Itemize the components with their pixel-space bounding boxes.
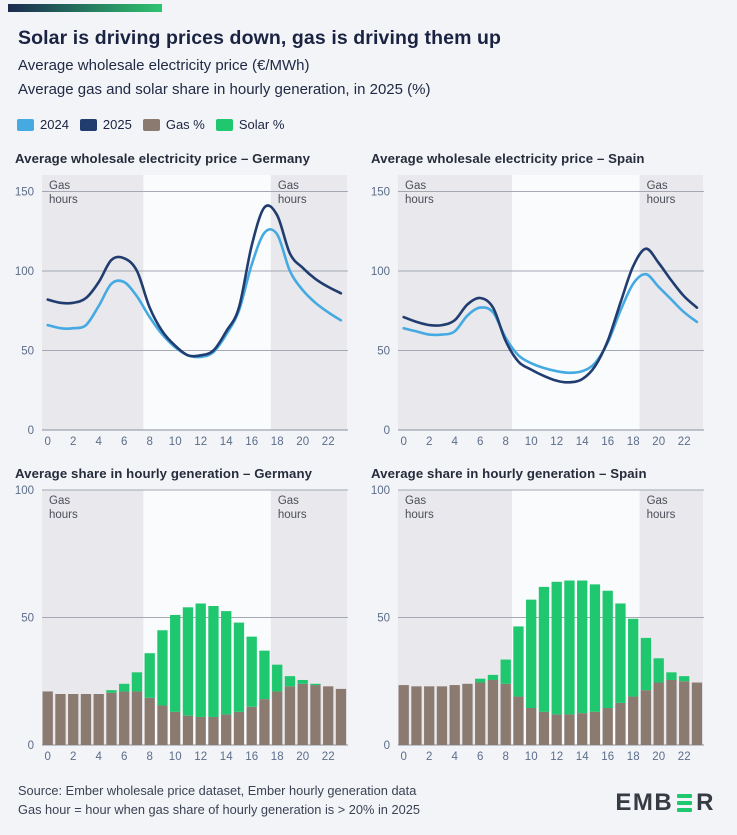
- ember-logo-text-left: EMB: [615, 789, 674, 816]
- legend-swatch: [143, 119, 160, 131]
- legend-swatch: [17, 119, 34, 131]
- svg-text:6: 6: [120, 751, 128, 763]
- chart-title: Average wholesale electricity price – Spain: [371, 151, 645, 166]
- svg-text:20: 20: [296, 436, 310, 448]
- svg-text:hours: hours: [49, 194, 78, 206]
- svg-text:100: 100: [371, 266, 390, 278]
- svg-text:50: 50: [377, 345, 390, 358]
- footer-gas-hour-note: Gas hour = hour when gas share of hourly generation is > 20% in 2025: [18, 802, 420, 817]
- svg-text:50: 50: [377, 612, 390, 625]
- svg-text:2: 2: [425, 436, 433, 448]
- svg-text:0: 0: [44, 436, 51, 448]
- svg-text:Gas: Gas: [277, 495, 299, 507]
- subtitle-price: Average wholesale electricity price (€/MWh): [18, 57, 310, 74]
- svg-text:2: 2: [69, 751, 77, 763]
- svg-text:hours: hours: [277, 509, 307, 521]
- svg-text:Gas: Gas: [49, 180, 71, 192]
- price-chart-spain: [371, 151, 716, 453]
- ember-logo: [615, 789, 715, 817]
- svg-text:16: 16: [245, 751, 259, 763]
- svg-text:Gas: Gas: [277, 180, 299, 192]
- chart-canvas: [371, 169, 716, 453]
- svg-text:150: 150: [371, 186, 390, 199]
- chart-title: Average share in hourly generation – Germany: [15, 466, 313, 481]
- svg-text:12: 12: [194, 751, 208, 763]
- footer-source-line: Source: Ember wholesale price dataset, Ember hourly generation data: [18, 783, 417, 798]
- svg-text:16: 16: [601, 436, 615, 448]
- legend-item: [80, 117, 132, 132]
- svg-text:20: 20: [652, 751, 666, 763]
- svg-text:hours: hours: [405, 509, 434, 521]
- svg-text:hours: hours: [646, 509, 676, 521]
- svg-text:4: 4: [95, 436, 102, 448]
- svg-text:12: 12: [550, 436, 564, 448]
- price-chart-germany: [15, 151, 360, 453]
- svg-text:0: 0: [383, 425, 390, 437]
- svg-text:0: 0: [27, 425, 34, 437]
- legend-label: 2024: [40, 117, 69, 132]
- share-chart-germany: [15, 466, 360, 768]
- svg-text:Gas: Gas: [646, 495, 668, 507]
- svg-text:0: 0: [400, 436, 407, 448]
- legend-label: 2025: [102, 117, 132, 132]
- svg-text:16: 16: [245, 436, 259, 448]
- svg-text:50: 50: [21, 345, 34, 358]
- svg-text:8: 8: [146, 751, 153, 763]
- svg-text:22: 22: [321, 751, 335, 763]
- svg-text:14: 14: [575, 436, 589, 448]
- svg-text:22: 22: [677, 436, 691, 448]
- svg-text:0: 0: [400, 751, 407, 763]
- legend-item: [17, 117, 69, 132]
- svg-text:12: 12: [550, 751, 564, 763]
- svg-text:2: 2: [425, 751, 433, 763]
- legend-label: Gas %: [165, 117, 205, 132]
- svg-text:0: 0: [383, 740, 390, 752]
- chart-canvas: [15, 169, 360, 453]
- svg-text:0: 0: [44, 751, 51, 763]
- svg-text:hours: hours: [49, 509, 78, 521]
- chart-title: Average share in hourly generation – Spain: [371, 466, 647, 481]
- svg-text:150: 150: [15, 186, 34, 199]
- svg-text:hours: hours: [646, 194, 676, 206]
- ember-logo-text-right: R: [696, 789, 715, 816]
- share-chart-spain: [371, 466, 716, 768]
- svg-text:8: 8: [146, 436, 153, 448]
- svg-text:Gas: Gas: [405, 495, 427, 507]
- svg-text:4: 4: [451, 751, 458, 763]
- svg-text:8: 8: [502, 436, 509, 448]
- subtitle-share: Average gas and solar share in hourly generation, in 2025 (%): [18, 81, 431, 98]
- svg-text:hours: hours: [277, 194, 307, 206]
- page-title: Solar is driving prices down, gas is driving them up: [18, 27, 502, 49]
- svg-text:Gas: Gas: [646, 180, 668, 192]
- legend-label: Solar %: [238, 117, 285, 132]
- svg-text:6: 6: [120, 436, 128, 448]
- svg-text:100: 100: [15, 485, 34, 497]
- chart-canvas: [15, 484, 360, 768]
- svg-text:18: 18: [270, 751, 284, 763]
- svg-text:100: 100: [371, 485, 390, 497]
- legend-item: [143, 117, 205, 132]
- legend-item: [216, 117, 285, 132]
- svg-text:10: 10: [168, 436, 182, 448]
- svg-text:6: 6: [476, 751, 484, 763]
- svg-text:12: 12: [194, 436, 208, 448]
- chart-title: Average wholesale electricity price – Germany: [15, 151, 311, 166]
- svg-text:10: 10: [524, 751, 538, 763]
- svg-text:18: 18: [626, 436, 640, 448]
- svg-text:4: 4: [95, 751, 102, 763]
- svg-text:6: 6: [476, 436, 484, 448]
- ember-logo-e-bars-icon: [677, 794, 692, 813]
- svg-text:2: 2: [69, 436, 77, 448]
- svg-text:Gas: Gas: [405, 180, 427, 192]
- svg-text:50: 50: [21, 612, 34, 625]
- svg-text:22: 22: [677, 751, 691, 763]
- svg-text:Gas: Gas: [49, 495, 71, 507]
- svg-text:20: 20: [296, 751, 310, 763]
- svg-text:20: 20: [652, 436, 666, 448]
- svg-text:14: 14: [219, 436, 233, 448]
- accent-gradient-bar: [8, 4, 162, 12]
- svg-text:14: 14: [219, 751, 233, 763]
- svg-text:4: 4: [451, 436, 458, 448]
- svg-text:100: 100: [15, 266, 34, 278]
- svg-text:8: 8: [502, 751, 509, 763]
- svg-text:hours: hours: [405, 194, 434, 206]
- svg-text:0: 0: [27, 740, 34, 752]
- svg-text:14: 14: [575, 751, 589, 763]
- svg-text:16: 16: [601, 751, 615, 763]
- svg-text:10: 10: [524, 436, 538, 448]
- svg-text:18: 18: [270, 436, 284, 448]
- legend-swatch: [216, 119, 233, 131]
- svg-text:10: 10: [168, 751, 182, 763]
- svg-text:22: 22: [321, 436, 335, 448]
- legend-swatch: [80, 119, 97, 131]
- svg-text:18: 18: [626, 751, 640, 763]
- chart-canvas: [371, 484, 716, 768]
- legend: [17, 117, 284, 132]
